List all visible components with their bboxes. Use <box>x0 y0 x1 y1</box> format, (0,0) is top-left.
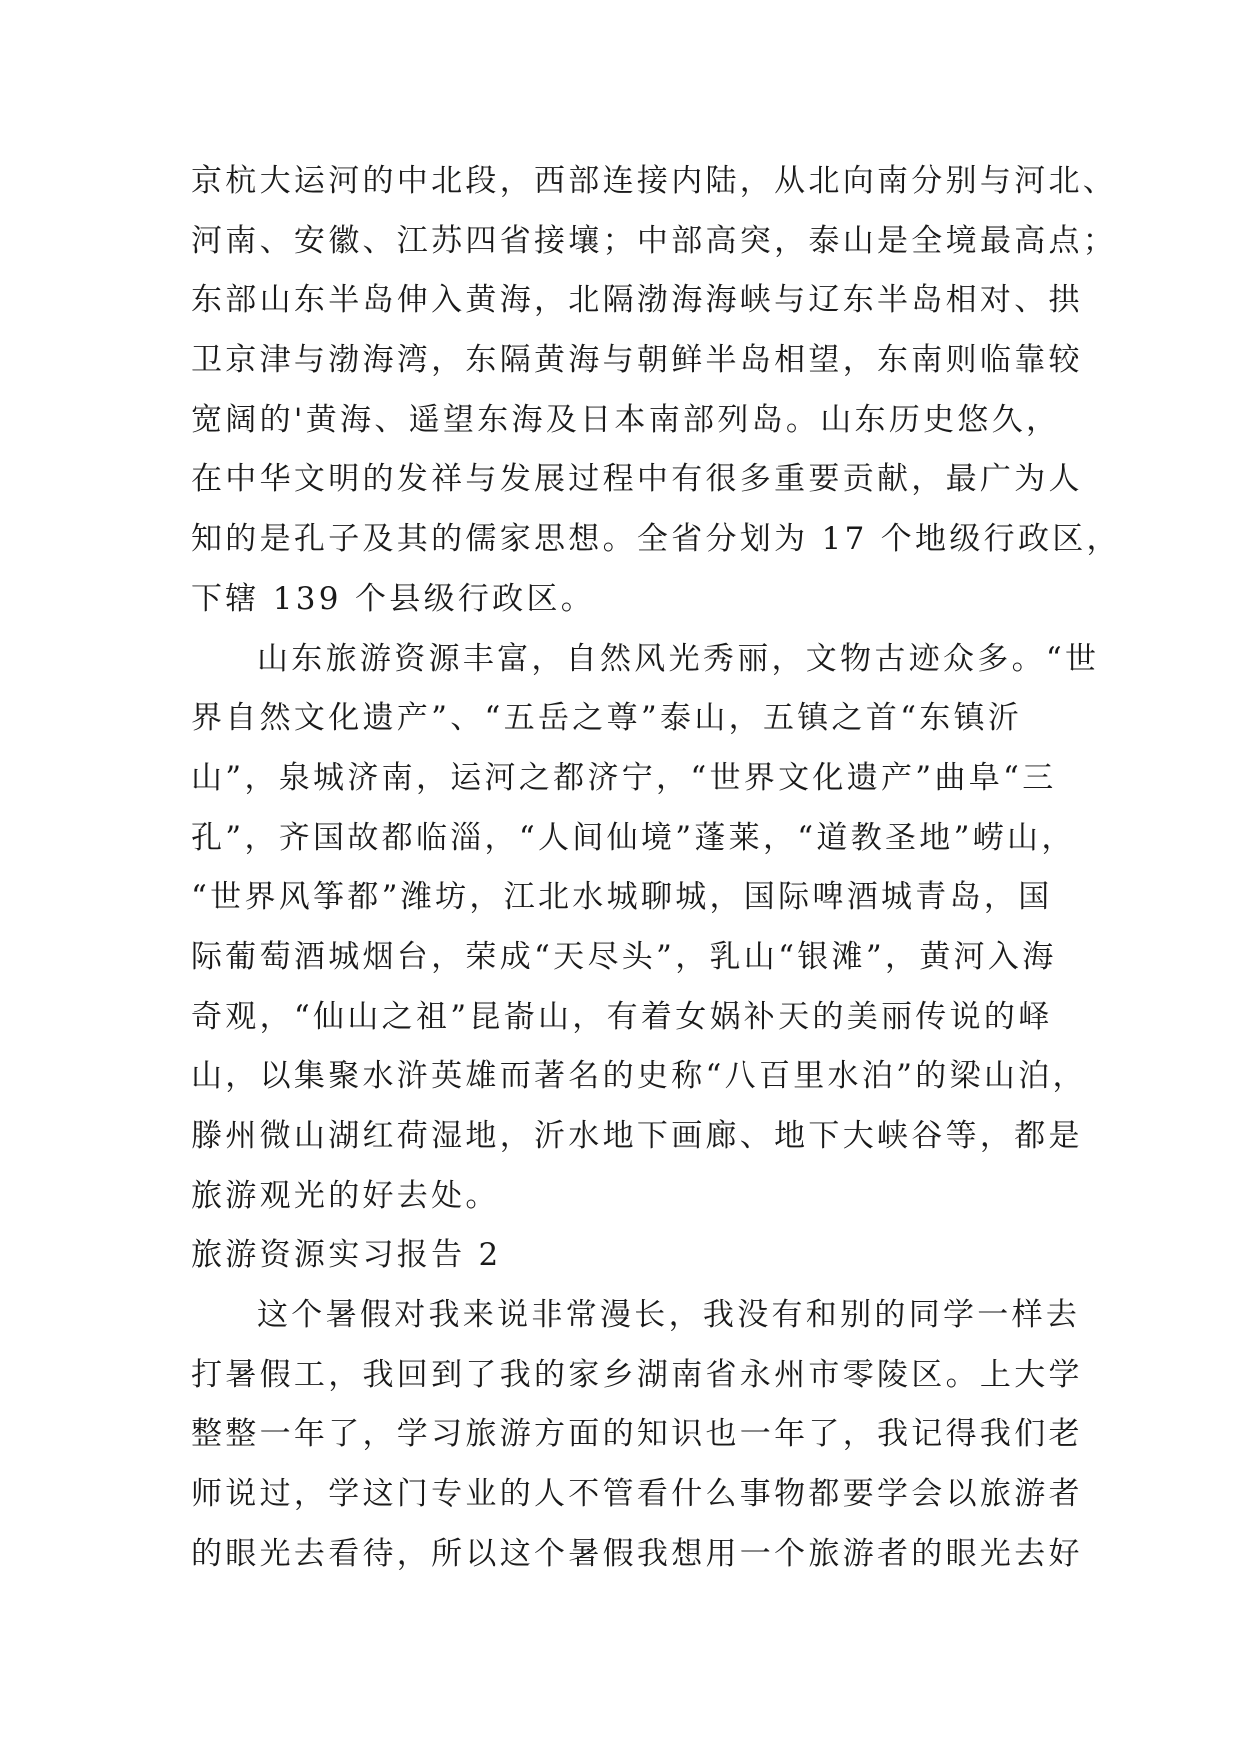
text-line: 宽阔的'黄海、遥望东海及日本南部列岛。山东历史悠久， <box>191 401 1061 438</box>
text-line: 际葡萄酒城烟台，荣成“天尽头”，乳山“银滩”，黄河入海 <box>191 938 1057 975</box>
text-line: 在中华文明的发祥与发展过程中有很多重要贡献，最广为人 <box>191 461 1083 498</box>
text-line: “世界风筝都”潍坊，江北水城聊城，国际啤酒城青岛，国 <box>191 879 1053 916</box>
section-heading: 旅游资源实习报告 2 <box>191 1237 502 1274</box>
text-line: 下辖 139 个县级行政区。 <box>191 580 596 617</box>
text-line: 东部山东半岛伸入黄海，北隔渤海海峡与辽东半岛相对、拱 <box>191 282 1083 319</box>
text-line: 旅游观光的好去处。 <box>191 1177 500 1214</box>
text-line: 奇观，“仙山之祖”昆嵛山，有着女娲补天的美丽传说的峄 <box>191 998 1053 1035</box>
text-line: 卫京津与渤海湾，东隔黄海与朝鲜半岛相望，东南则临靠较 <box>191 342 1083 379</box>
text-line: 师说过，学这门专业的人不管看什么事物都要学会以旅游者 <box>191 1476 1083 1513</box>
text-line: 知的是孔子及其的儒家思想。全省分划为 17 个地级行政区， <box>191 521 1121 558</box>
paragraph-first-line: 这个暑假对我来说非常漫长，我没有和别的同学一样去 <box>257 1297 1081 1334</box>
text-line: 滕州微山湖红荷湿地，沂水地下画廊、地下大峡谷等，都是 <box>191 1118 1083 1154</box>
text-line: 的眼光去看待，所以这个暑假我想用一个旅游者的眼光去好 <box>191 1535 1083 1572</box>
paragraph-first-line: 山东旅游资源丰富，自然风光秀丽，文物古迹众多。“世 <box>257 640 1100 677</box>
text-line: 京杭大运河的中北段，西部连接内陆，从北向南分别与河北、 <box>191 163 1118 199</box>
text-line: 河南、安徽、江苏四省接壤；中部高突，泰山是全境最高点； <box>191 222 1118 259</box>
document-body <box>191 152 1121 1585</box>
text-line: 山，以集聚水浒英雄而著名的史称“八百里水泊”的梁山泊， <box>191 1058 1087 1095</box>
text-line: 整整一年了，学习旅游方面的知识也一年了，我记得我们老 <box>191 1416 1083 1453</box>
text-line: 山”，泉城济南，运河之都济宁，“世界文化遗产”曲阜“三 <box>191 759 1057 796</box>
text-line: 孔”，齐国故都临淄，“人间仙境”蓬莱，“道教圣地”崂山， <box>191 819 1076 856</box>
text-line: 界自然文化遗产”、“五岳之尊”泰山，五镇之首“东镇沂 <box>191 700 1023 737</box>
text-line: 打暑假工，我回到了我的家乡湖南省永州市零陵区。上大学 <box>191 1356 1083 1393</box>
